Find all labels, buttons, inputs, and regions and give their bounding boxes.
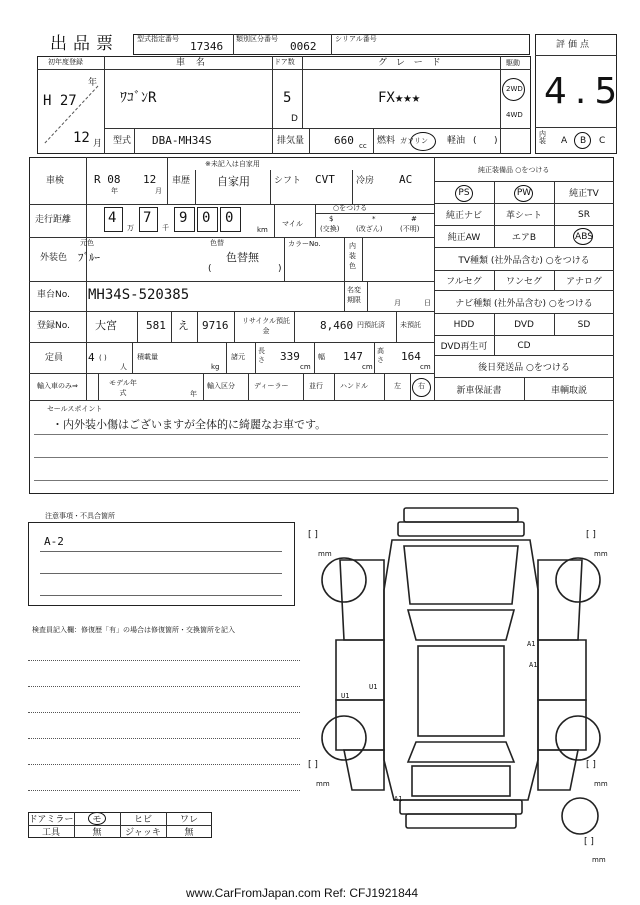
equip-pw: PW — [516, 187, 532, 198]
acc-tools-value: 無 — [92, 828, 102, 838]
wid-value: 147 — [343, 350, 363, 363]
tv-analog: アナログ — [565, 277, 602, 287]
hgt-label: 高さ — [377, 347, 384, 364]
dvd-playback: DVD再生可 — [440, 342, 488, 352]
capacity-label: 定員 — [45, 353, 64, 363]
mileage-unit-km: km — [257, 226, 268, 234]
first-reg-month-unit: 月 — [93, 139, 103, 149]
navi-dvd: DVD — [514, 319, 534, 330]
equip-aw: 純正AW — [447, 233, 481, 243]
tv-one: ワンセグ — [505, 277, 542, 287]
doors-label: ドア数 — [274, 58, 295, 66]
load-unit: kg — [211, 363, 220, 371]
mileage-digit-2: 7 — [143, 210, 152, 226]
windshield — [408, 610, 514, 640]
hood — [404, 546, 518, 604]
len-label: 長さ — [258, 347, 265, 364]
car-name-label: 車 名 — [176, 58, 209, 68]
tire-rr-bracket: [ ] — [586, 760, 596, 770]
drive-2wd-circle — [502, 78, 525, 101]
interior-grade-c: C — [599, 136, 606, 146]
rating-label: 評価点 — [556, 40, 593, 50]
first-reg-label: 初年度登録 — [48, 58, 83, 66]
right-front-fender — [538, 560, 582, 640]
equip-tv: 純正TV — [569, 189, 599, 199]
handle-label: ハンドル — [340, 382, 368, 390]
mileage-digit-4: 0 — [202, 210, 211, 226]
handle-right-circle — [412, 378, 431, 397]
reg-label: 登録No. — [37, 321, 70, 331]
class-no-value: 0062 — [290, 40, 317, 53]
ac-value: AC — [399, 173, 413, 186]
mileage-unit-man: 万 — [127, 224, 134, 232]
mileage-digit-5: 0 — [225, 210, 234, 226]
import-label: 輸入車のみ⇒ — [37, 382, 78, 390]
history-value: 自家用 — [217, 175, 250, 188]
cd: CD — [517, 340, 531, 351]
tire-fl-bracket: [ ] — [308, 530, 318, 540]
first-reg-slash — [40, 72, 102, 150]
navi-sd: SD — [577, 319, 591, 330]
meigi-day: 日 — [424, 299, 431, 307]
interior-grade-label: 内装 — [539, 130, 546, 145]
wheel-front-right — [556, 558, 600, 602]
fuel-gas-circle — [410, 132, 436, 151]
mileage-hash-sub: (不明) — [400, 225, 420, 233]
rear-bumper — [400, 800, 522, 814]
mileage-mile: マイル — [282, 220, 303, 228]
tire-spare-mm: mm — [592, 856, 606, 864]
displacement-label: 排気量 — [277, 136, 305, 146]
recycle-note: 円預託済 — [357, 321, 385, 329]
chassis-value: MH34S-520385 — [88, 287, 190, 303]
grade-label: グ レ ー ド — [378, 58, 444, 68]
interior-grade-b: B — [580, 136, 587, 146]
mileage-hash: # — [411, 215, 417, 223]
acc-crack-label: ヒビ — [133, 815, 152, 825]
chassis-label: 車台No. — [37, 290, 70, 300]
doors-value: 5 — [283, 90, 292, 106]
fuel-diesel: 軽油 — [447, 136, 466, 146]
equip-leather: 革シート — [505, 211, 542, 221]
left-front-door — [336, 640, 384, 700]
acc-mirror-label: ドアミラー — [28, 815, 74, 825]
color-paren-r: ) — [278, 264, 282, 274]
capacity-person: 人 — [120, 363, 127, 371]
car-damage-diagram — [300, 500, 620, 870]
import-dealer: ディーラー — [254, 382, 289, 390]
class-no-label: 類別区分番号 — [236, 35, 278, 43]
acc-mirror-circle — [88, 812, 106, 825]
rear-glass — [408, 742, 514, 762]
tire-rl-bracket: [ ] — [308, 760, 318, 770]
left-rear-fender — [344, 750, 384, 790]
shaken-month-unit: 月 — [155, 187, 162, 195]
shift-value: CVT — [315, 173, 335, 186]
first-reg-year-unit: 年 — [88, 78, 98, 88]
fuel-paren-l: ( — [473, 136, 477, 146]
color-change-value: 色替無 — [226, 251, 259, 264]
mileage-label: 走行距離 — [35, 215, 72, 225]
mileage-dollar-sub: (交換) — [320, 225, 340, 233]
meigi-label: 名変期限 — [347, 286, 361, 304]
fuel-label: 燃料 — [377, 136, 396, 146]
right-front-door — [538, 640, 586, 700]
left-rear-door — [336, 700, 384, 750]
not-deposited: 未預託 — [400, 321, 421, 329]
equip-title: 純正装備品 ○をつける — [478, 166, 550, 174]
wid-label: 幅 — [318, 353, 325, 361]
equip-airbag: エアB — [511, 233, 537, 243]
model-year-label: モデル年式 — [109, 379, 137, 397]
equip-pw-circle — [514, 185, 533, 202]
reg-kana: え — [178, 319, 189, 332]
mileage-circle-note: ○をつける — [333, 204, 368, 212]
equip-abs: ABS — [575, 231, 593, 242]
shaken-month: 12 — [143, 173, 157, 186]
import-class-label: 輸入区分 — [207, 382, 235, 390]
left-front-fender — [340, 560, 384, 640]
roof — [418, 646, 504, 736]
hgt-unit: cm — [420, 363, 431, 371]
len-value: 339 — [280, 350, 300, 363]
mark-right-front-door-1: A1 — [527, 640, 536, 648]
reg-place: 大宮 — [95, 319, 117, 332]
drive-2wd: 2WD — [506, 85, 523, 93]
rating-value: 4.5 — [544, 71, 626, 112]
color-orig-value: ﾌﾞﾙｰ — [78, 251, 100, 264]
acc-jack-value: 無 — [184, 828, 194, 838]
equip-abs-circle — [573, 228, 593, 245]
right-rear-door — [538, 700, 586, 750]
notes-box — [28, 522, 295, 606]
sales-label: セールスポイント — [47, 405, 103, 413]
handle-left: 左 — [394, 382, 401, 390]
doors-sub: D — [291, 114, 298, 124]
color-orig-label: 元色 — [80, 239, 94, 247]
acc-jack-label: ジャッキ — [125, 828, 161, 838]
model-no-label: 型式指定番号 — [137, 35, 179, 43]
mileage-unit-sen: 千 — [162, 224, 169, 232]
shift-label: シフト — [274, 176, 302, 186]
front-bumper — [404, 508, 518, 522]
recycle-value: 8,460 — [320, 319, 354, 332]
color-label: 外装色 — [40, 253, 68, 263]
reg-plate: 9716 — [202, 319, 229, 332]
model-year-unit: 年 — [190, 390, 197, 398]
capacity-value: 4 — [88, 351, 95, 364]
displacement-value: 660 — [334, 134, 354, 147]
interior-grade-circle — [574, 132, 591, 149]
ac-label: 冷房 — [356, 176, 375, 186]
equip-sr: SR — [578, 209, 590, 220]
acc-break-label: ワレ — [179, 815, 198, 825]
notes-text: A-2 — [44, 535, 64, 548]
rear-bumper-lower — [406, 814, 516, 828]
mark-rear-bumper: A1 — [394, 795, 403, 803]
shaken-value: R 08 — [94, 173, 121, 186]
first-reg-era: H 27 — [43, 93, 77, 109]
mileage-digit-3: 9 — [179, 210, 188, 226]
footer-ref: www.CarFromJapan.com Ref: CFJ1921844 — [186, 886, 419, 900]
first-reg-month: 12 — [73, 130, 90, 146]
mileage-dollar: $ — [329, 215, 334, 223]
mileage-digit-1: 4 — [108, 210, 117, 226]
equip-ps-circle — [455, 185, 473, 202]
inspector-label: 検査員記入欄：修復歴「有」の場合は修復箇所・交換箇所を記入 — [32, 626, 235, 634]
tire-fr-mm: mm — [594, 550, 608, 558]
tire-rr-mm: mm — [594, 780, 608, 788]
navi-hdd: HDD — [453, 319, 475, 330]
type-value: DBA-MH34S — [152, 134, 212, 147]
interior-grade-a: A — [561, 136, 568, 146]
navi-title: ナビ種類 (社外品含む) ○をつける — [455, 298, 593, 309]
grade-value: FX★★★ — [378, 90, 421, 106]
wheel-front-left — [322, 558, 366, 602]
history-label: 車歴 — [172, 176, 191, 186]
drive-4wd: 4WD — [506, 111, 523, 119]
wid-unit: cm — [362, 363, 373, 371]
model-no-value: 17346 — [190, 40, 224, 53]
mileage-star-sub: (改ざん) — [356, 225, 383, 233]
tire-rl-mm: mm — [316, 780, 330, 788]
later-title: 後日発送品 ○をつける — [478, 363, 570, 373]
car-name-value: ﾜｺﾞﾝR — [120, 90, 157, 106]
len-unit: cm — [300, 363, 311, 371]
form-title: 出品票 — [50, 34, 119, 54]
interior-color-label: 内装色 — [349, 242, 356, 270]
tire-fr-bracket: [ ] — [586, 530, 596, 540]
fuel-gas: ガソリン — [400, 137, 428, 145]
later-warranty: 新車保証書 — [456, 385, 502, 396]
notes-label: 注意事項・不具合箇所 — [45, 512, 115, 520]
drive-label: 駆動 — [506, 59, 520, 67]
later-manual: 車輌取説 — [550, 385, 587, 396]
mark-right-front-door-2: A1 — [529, 661, 538, 669]
load-label: 積載量 — [137, 353, 158, 361]
spare-tire — [562, 798, 598, 834]
tire-spare-bracket: [ ] — [584, 837, 594, 847]
cc-unit: cc — [359, 142, 367, 150]
equip-navi: 純正ナビ — [445, 211, 482, 221]
serial-label: シリアル番号 — [335, 35, 377, 43]
capacity-paren: ( ) — [99, 354, 107, 362]
front-bumper-lower — [398, 522, 524, 536]
reg-num: 581 — [146, 319, 166, 332]
acc-mirror-value: モ — [92, 815, 102, 825]
tv-full: フルセグ — [446, 277, 482, 287]
right-rear-fender — [538, 750, 578, 790]
hgt-value: 164 — [401, 350, 421, 363]
shaken-year: 年 — [111, 187, 118, 195]
mark-left-rear-door: U1 — [341, 692, 350, 700]
import-parallel: 並行 — [309, 382, 323, 390]
recycle-label: リサイクル預託金 — [241, 317, 291, 335]
color-no-label: カラーNo. — [288, 240, 321, 248]
acc-tools-label: 工具 — [41, 828, 60, 838]
tire-fl-mm: mm — [318, 550, 332, 558]
history-note: ※未記入は自家用 — [205, 160, 260, 168]
color-paren-l: ( — [208, 264, 212, 274]
mark-left-rear-door-2: U1 — [369, 683, 378, 691]
tailgate — [412, 766, 510, 796]
color-change-label: 色替 — [210, 239, 224, 247]
sales-text: ・内外装小傷はございますが全体的に綺麗なお車です。 — [52, 418, 327, 431]
meigi-month: 月 — [394, 299, 401, 307]
equip-ps: PS — [458, 187, 470, 198]
dims-label: 諸元 — [231, 353, 245, 361]
mileage-star: * — [372, 215, 376, 223]
shaken-label: 車検 — [46, 176, 65, 186]
handle-right: 右 — [418, 382, 425, 390]
tv-title: TV種類 (社外品含む) ○をつける — [458, 255, 590, 266]
fuel-paren-r: ) — [494, 136, 498, 146]
type-label: 型式 — [113, 136, 132, 146]
